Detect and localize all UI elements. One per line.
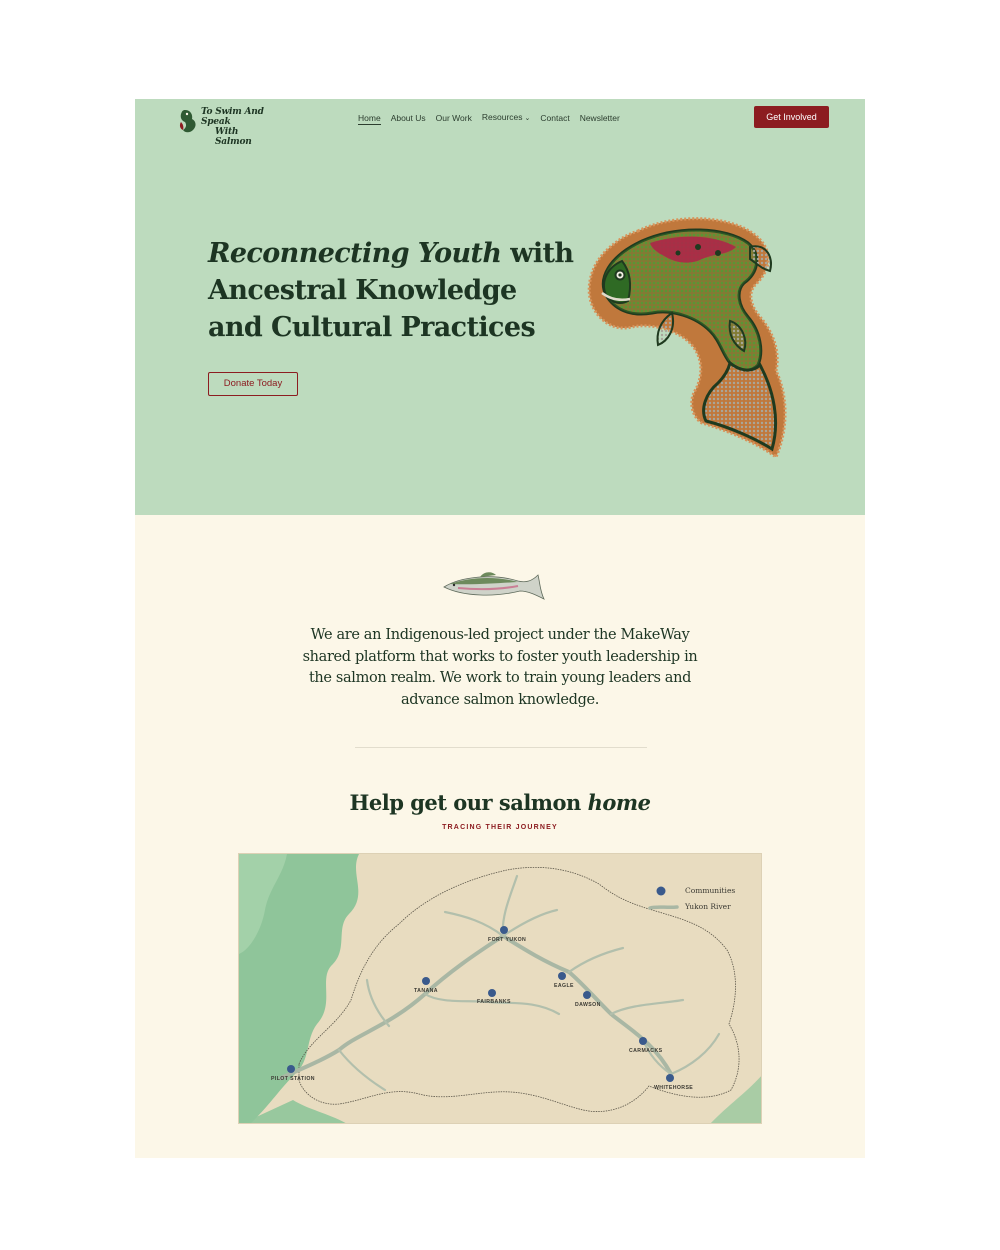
content-section bbox=[135, 515, 865, 1158]
get-involved-button[interactable]: Get Involved bbox=[754, 106, 829, 128]
journey-subtitle: TRACING THEIR JOURNEY bbox=[442, 824, 558, 831]
salmon-logo-icon bbox=[177, 108, 199, 134]
map-label-dawson: DAWSON bbox=[575, 1002, 601, 1008]
journey-title-start: Help get our salmon bbox=[349, 790, 588, 815]
brand-line-2: With Salmon bbox=[215, 127, 252, 147]
map-drawing bbox=[239, 854, 762, 1124]
hero-title bbox=[208, 235, 588, 346]
journey-title bbox=[135, 789, 865, 817]
section-divider bbox=[355, 747, 647, 748]
yukon-river-map bbox=[238, 853, 762, 1124]
page bbox=[135, 99, 865, 1158]
nav-home[interactable]: Home bbox=[358, 112, 381, 123]
legend-yukon-river: Yukon River bbox=[685, 902, 731, 911]
brand-name bbox=[201, 107, 277, 147]
brand-line-1: To Swim And Speak bbox=[201, 107, 264, 127]
map-label-tanana: TANANA bbox=[414, 988, 438, 994]
map-label-fort-yukon: FORT YUKON bbox=[488, 937, 527, 943]
journey-title-italic: home bbox=[587, 790, 651, 815]
nav-our-work[interactable]: Our Work bbox=[435, 113, 472, 123]
donate-today-button[interactable]: Donate Today bbox=[208, 372, 298, 396]
map-label-fairbanks: FAIRBANKS bbox=[477, 999, 511, 1005]
nav-newsletter[interactable]: Newsletter bbox=[579, 113, 620, 123]
beaded-salmon-artwork bbox=[580, 213, 795, 461]
salmon-illustration bbox=[440, 567, 548, 603]
intro-paragraph: We are an Indigenous-led project under the MakeWay shared platform that works to foster youth leadership in the salmon realm. We work to train young leaders and advance salmon knowledge. bbox=[302, 627, 698, 708]
map-label-carmacks: CARMACKS bbox=[629, 1048, 663, 1054]
map-label-eagle: EAGLE bbox=[554, 983, 574, 989]
site-logo[interactable] bbox=[177, 105, 277, 147]
nav-about-us[interactable]: About Us bbox=[390, 113, 426, 123]
map-label-whitehorse: WHITEHORSE bbox=[654, 1085, 694, 1091]
hero-section bbox=[135, 99, 865, 515]
main-nav bbox=[358, 111, 620, 125]
hero-title-rest: with bbox=[501, 238, 574, 269]
nav-resources-label: Resources bbox=[481, 112, 523, 122]
hero-title-italic: Reconnecting Youth bbox=[208, 238, 502, 269]
hero-title-line-3: and Cultural Practices bbox=[208, 312, 536, 343]
nav-resources[interactable] bbox=[482, 111, 531, 125]
hero-title-line-2: Ancestral Knowledge bbox=[208, 275, 517, 306]
map-label-pilot-station: PILOT STATION bbox=[271, 1076, 315, 1082]
legend-communities: Communities bbox=[685, 886, 736, 895]
chevron-down-icon: ⌄ bbox=[524, 115, 531, 122]
nav-contact[interactable]: Contact bbox=[540, 113, 570, 123]
